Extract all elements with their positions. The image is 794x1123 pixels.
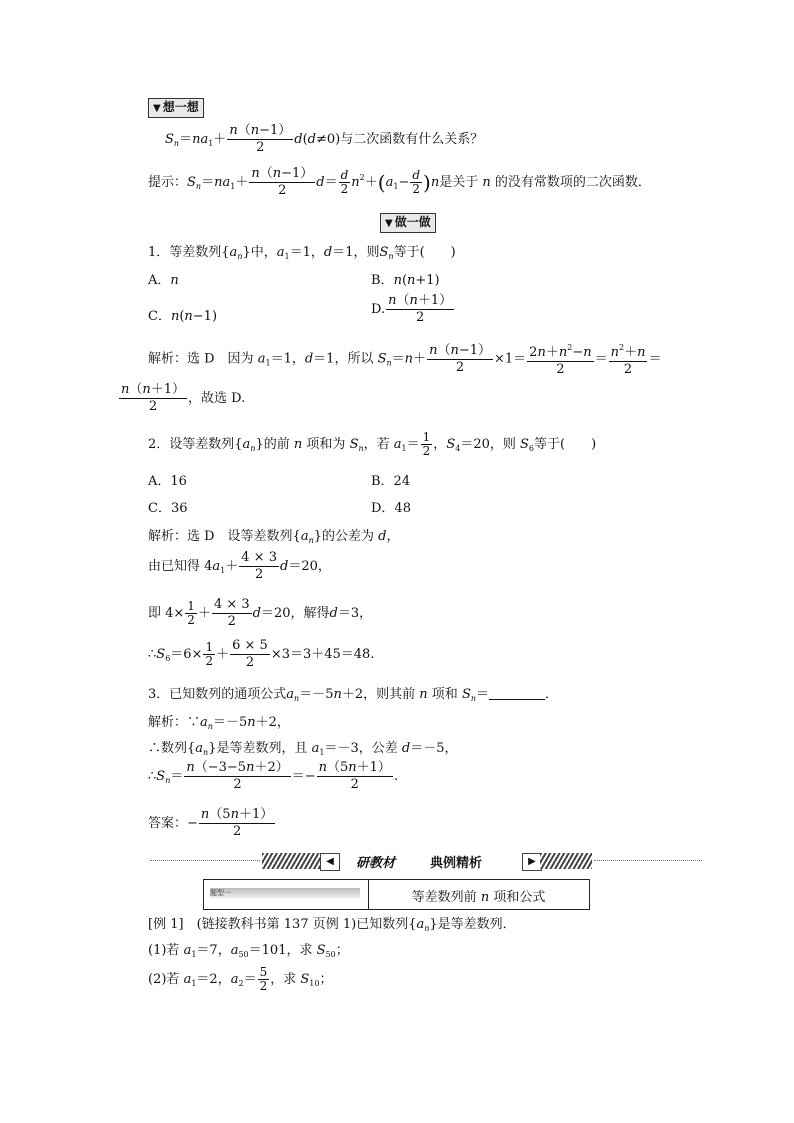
think-question: $S_n=na_1+$ $\frac{n(n-1)}{2}$ d(d≠0)与二次函数有什么关系？ — [165, 123, 484, 155]
topic-box — [203, 879, 590, 910]
divider — [150, 860, 260, 861]
think-hint: 提示：$S_n=na_1+$ $\frac{n(n-1)}{2}$ d＝ $\frac{d}{2}$ $n^2+(a_1-$ $\frac{d}{2}$ )n是关于 n 的没有常数项的二次函数． — [148, 166, 651, 198]
q1-stem: 1．等差数列$\{a_n\}$中，$a_1=1$，d＝1，则$S_n$等于( ) — [148, 245, 456, 261]
q1-option-d: D. $\frac{n(n+1)}{2}$ — [371, 293, 453, 325]
example-1: [例 1] (链接教科书第 137 页例 1)已知数列$\{a_n\}$是等差数列． — [148, 917, 516, 933]
q3-stem: 3．已知数列的通项公式$a_n=-5n+2$，则其前 n 项和 $S_n=$ ． — [148, 687, 559, 703]
triangle-icon: ▼ — [153, 103, 161, 114]
q2-solution-line4: $\therefore S_6=6\times$ $\frac{1}{2}$ ＋ $\frac{6 \times 5}{2}$ ×3＝3＋45＝48. — [148, 638, 375, 670]
q1-option-a: A．n — [148, 273, 179, 288]
q2-option-b: B．24 — [371, 474, 411, 489]
section-think-badge: ▼ 想一想 — [148, 98, 204, 118]
q2-solution: 解析：选 D 设等差数列$\{a_n\}$的公差为 d， — [148, 529, 400, 545]
q2-stem: 2．设等差数列$\{a_n\}$的前 n 项和为 $S_n$，若 $a_1=$ $\frac{1}{2}$ ，$S_4=20$，则 $S_6$等于( ) — [148, 430, 597, 458]
example-1-part2: (2)若 $a_1=2$，$a_2=$ $\frac{5}{2}$ ，求 $S_{10}$； — [148, 965, 333, 993]
q2-option-c: C．36 — [148, 501, 188, 516]
section-banner — [150, 852, 702, 870]
q2-option-d: D．48 — [371, 501, 411, 516]
example-1-part1: (1)若 $a_1=7$，$a_{50}=101$，求 $S_{50}$； — [148, 943, 349, 959]
q3-solution-line3: $\therefore S_n=$ $\frac{n(-3-5n+2)}{2}$ ＝− $\frac{n(5n+1)}{2}$ . — [148, 760, 399, 792]
q3-solution-line2: ∴数列$\{a_n\}$是等差数列，且 $a_1=-3$，公差 d＝－5， — [148, 741, 458, 757]
hatch-decoration — [262, 853, 324, 869]
banner-sub: 典例精析 — [430, 856, 483, 871]
banner-main: 研教材 — [356, 856, 396, 871]
hatch-decoration — [540, 853, 592, 869]
q1-solution: 解析：选 D 因为 $a_1=1$，d＝1，所以 $S_n=n+$ $\frac{n(n-1)}{2}$ ×1＝ $\frac{2n+n^2-n}{2}$ ＝ $\frac{n^2+n}{2}$ ＝ — [148, 340, 661, 378]
q2-solution-line3: 即 4× $\frac{1}{2}$ ＋ $\frac{4 \times 3}{2}$ d＝20，解得d＝3， — [148, 597, 373, 629]
q1-option-c: C．n(n−1) — [148, 309, 218, 324]
q3-answer: 答案：− $\frac{n(5n+1)}{2}$ — [148, 807, 274, 839]
q3-solution-line1: 解析：$\because a_n=-5n+2$， — [148, 715, 290, 731]
topic-box-label: 题型一 — [210, 888, 360, 898]
section-do-badge: ▼ 做一做 — [380, 213, 436, 233]
triangle-icon: ▼ — [385, 218, 393, 229]
topic-box-label-cell — [204, 880, 369, 909]
topic-box-title: 等差数列前 n 项和公式 — [411, 890, 546, 905]
divider — [594, 860, 702, 861]
q1-option-b: B．n(n+1) — [371, 273, 440, 288]
q2-option-a: A．16 — [148, 474, 187, 489]
q1-solution-end: $\frac{n(n+1)}{2}$ ，故选 D. — [121, 382, 246, 414]
left-arrow-icon: ◀ — [320, 853, 340, 871]
q2-solution-line2: 由已知得 $4a_1+$ $\frac{4 \times 3}{2}$ d＝20， — [148, 550, 331, 582]
answer-blank[interactable] — [489, 687, 545, 700]
right-arrow-icon: ▶ — [522, 853, 542, 871]
